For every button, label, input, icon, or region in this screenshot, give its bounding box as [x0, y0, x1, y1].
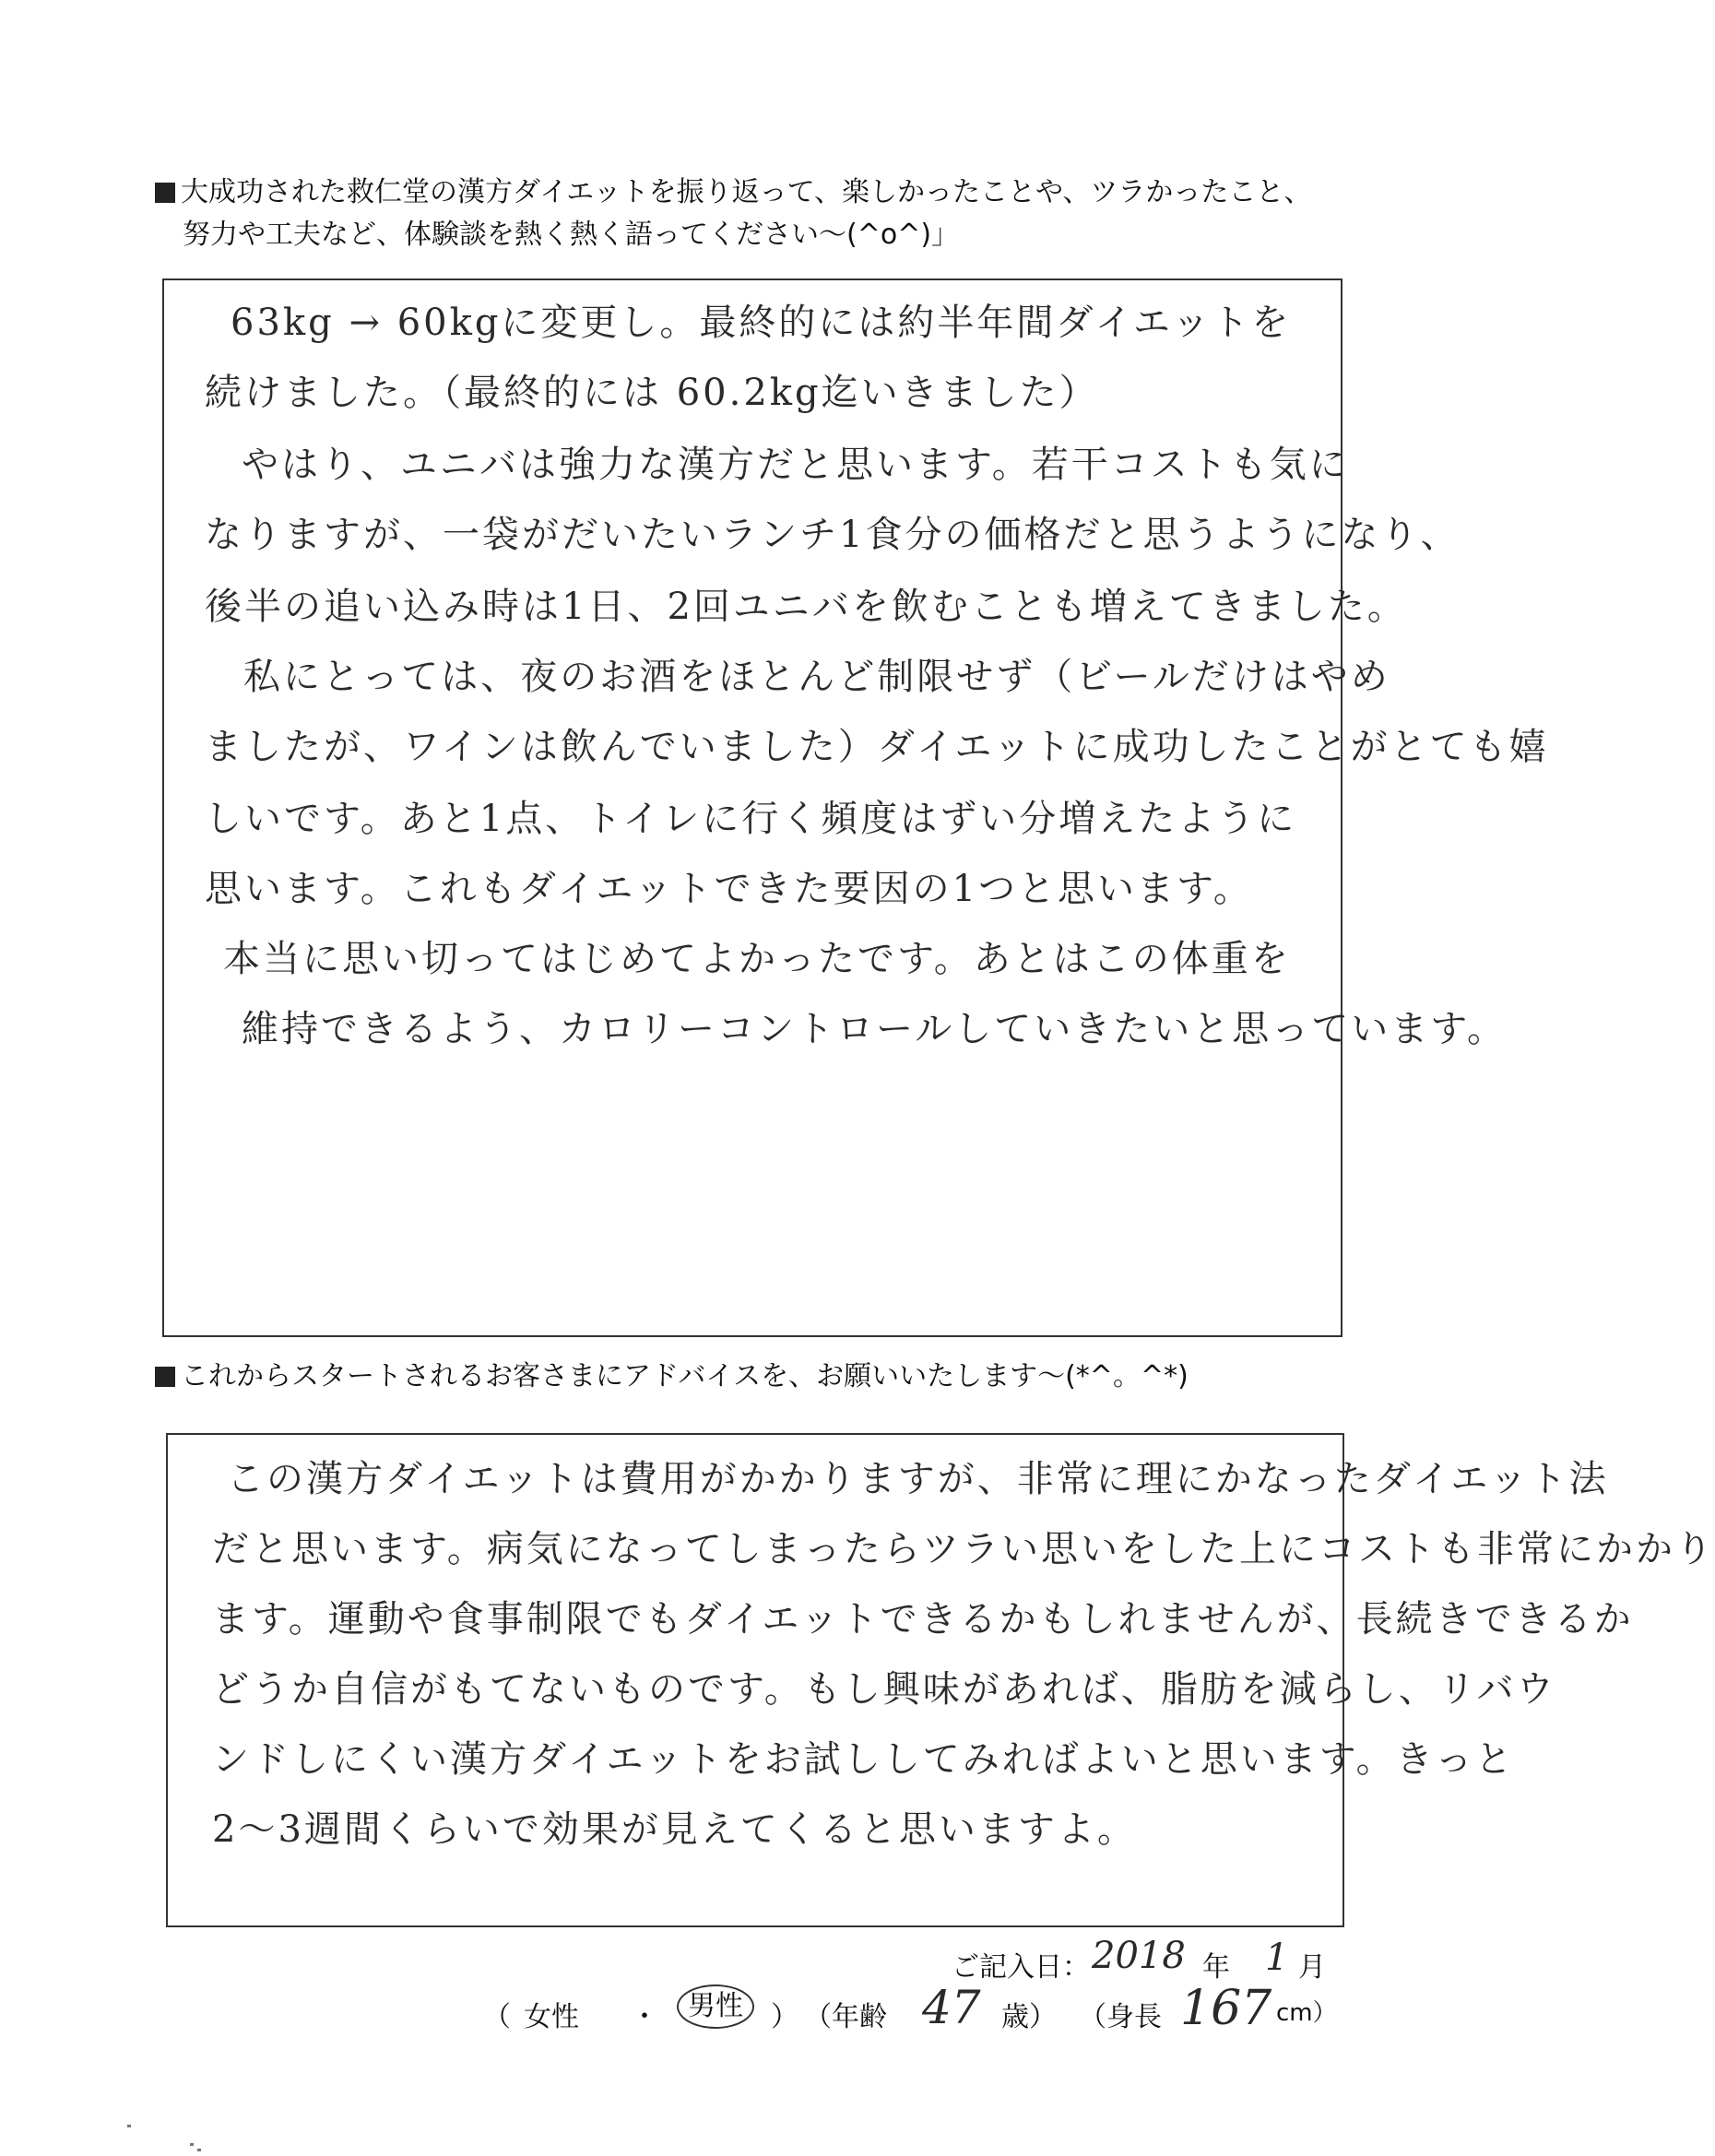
square-bullet-icon — [155, 1367, 175, 1387]
square-bullet-icon — [155, 183, 175, 203]
scan-speck — [127, 2125, 131, 2127]
answer-1-line: 続けました。（最終的には 60.2kg迄いきました） — [205, 372, 1099, 414]
year-value: 2018 — [1092, 1935, 1186, 1977]
age-label: （年齢 — [804, 2001, 887, 2033]
answer-1-line: しいです。あと1点、トイレに行く頻度はずい分増えたように — [205, 798, 1297, 840]
answer-1-line: 思います。これもダイエットできた要因の1つと思います。 — [205, 868, 1253, 910]
age-value: 47 — [922, 1981, 981, 2034]
month-value: 1 — [1265, 1937, 1289, 1979]
gender-male: 男性 — [677, 1984, 754, 2029]
answer-1-line: 私にとっては、夜のお酒をほとんど制限せず（ビールだけはやめ — [243, 656, 1390, 698]
question-1-line-2: 努力や工夫など、体験談を熱く熱く語ってください～(^o^)」 — [183, 219, 960, 251]
answer-1-line: 63kg → 60kgに変更し。最終的には約半年間ダイエットを — [231, 302, 1292, 344]
question-2-line: これからスタートされるお客さまにアドバイスを、お願いいたします～(*^。^*) — [181, 1360, 1189, 1392]
paren-open: （ — [483, 2001, 511, 2033]
answer-2-line: どうか自信がもてないものです。もし興味があれば、脂肪を減らし、リバウ — [212, 1668, 1556, 1711]
gender-separator: ・ — [631, 2001, 658, 2033]
answer-2-box — [166, 1433, 1715, 1927]
answer-2-line: ます。運動や食事制限でもダイエットできるかもしれませんが、長続きできるか — [212, 1598, 1634, 1641]
question-1-heading — [155, 172, 1354, 256]
answer-2-line: この漢方ダイエットは費用がかかりますが、非常に理にかなったダイエット法 — [227, 1458, 1609, 1500]
answer-2-line: ンドしにくい漢方ダイエットをお試ししてみればよいと思います。きっと — [212, 1738, 1515, 1781]
height-label: （身長 — [1079, 2001, 1162, 2033]
answer-1-line: 本当に思い切ってはじめてよかったです。あとはこの体重を — [223, 938, 1291, 980]
answer-1-line: 後半の追い込み時は1日、2回ユニバを飲むことも増えてきました。 — [205, 586, 1407, 628]
answer-1-line: やはり、ユニバは強力な漢方だと思います。若干コストも気に — [242, 444, 1349, 486]
question-1-line-1: 大成功された救仁堂の漢方ダイエットを振り返って、楽しかったことや、ツラかったこと、 — [181, 176, 1312, 208]
answer-1-line: 維持できるよう、カロリーコントロールしていきたいと思っています。 — [242, 1008, 1507, 1050]
scan-speck — [197, 2149, 201, 2151]
answer-1-line: なりますが、一袋がだいたいランチ1食分の価格だと思うようになり、 — [205, 514, 1461, 556]
answer-2-line: 2～3週間くらいで効果が見えてくると思いますよ。 — [212, 1808, 1137, 1851]
answer-1-line: ましたが、ワインは飲んでいました）ダイエットに成功したことがとても嬉 — [205, 726, 1549, 768]
date-label: ご記入日： — [952, 1951, 1090, 1984]
height-value: 167 — [1180, 1981, 1272, 2036]
gender-male-circled — [677, 1984, 754, 2029]
scan-speck — [190, 2143, 194, 2146]
year-label: 年 — [1202, 1951, 1230, 1984]
question-2-heading — [155, 1356, 1354, 1398]
answer-2-line: だと思います。病気になってしまったらツラい思いをした上にコストも非常にかかり — [212, 1528, 1715, 1570]
answer-1-box — [162, 278, 1549, 1337]
paren-close: ） — [771, 2001, 798, 2033]
gender-female: 女性 — [524, 2001, 579, 2033]
month-label: 月 — [1298, 1951, 1326, 1984]
age-unit: 歳） — [1001, 2001, 1057, 2033]
height-unit: cm） — [1276, 1999, 1337, 2027]
